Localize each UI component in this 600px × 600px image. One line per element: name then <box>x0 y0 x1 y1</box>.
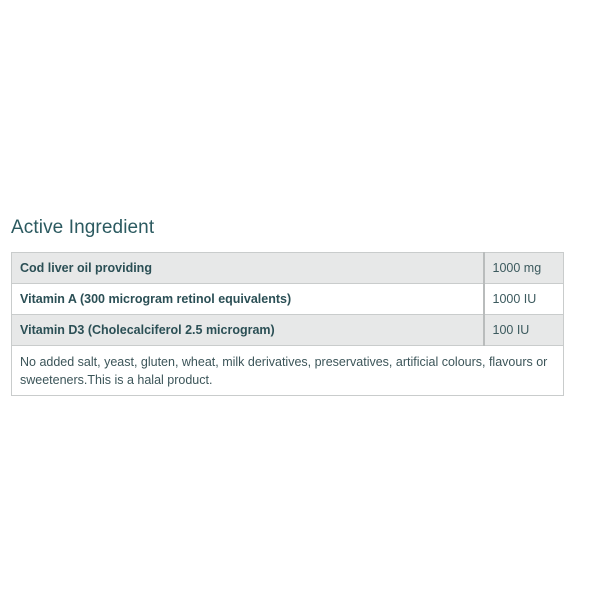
table-row <box>12 346 564 396</box>
ingredient-name: Cod liver oil providing <box>12 253 484 284</box>
table-row <box>12 253 564 284</box>
ingredient-note: No added salt, yeast, gluten, wheat, milk derivatives, preservatives, artificial colours, flavours or sweeteners.This is a halal product. <box>12 346 564 396</box>
ingredient-table <box>11 252 564 396</box>
ingredient-amount: 1000 mg <box>484 253 564 284</box>
ingredient-name: Vitamin D3 (Cholecalciferol 2.5 microgram) <box>12 315 484 346</box>
table-row <box>12 315 564 346</box>
ingredient-name: Vitamin A (300 microgram retinol equivalents) <box>12 284 484 315</box>
section-title: Active Ingredient <box>11 217 155 238</box>
ingredient-amount: 1000 IU <box>484 284 564 315</box>
ingredient-amount: 100 IU <box>484 315 564 346</box>
table-row <box>12 284 564 315</box>
